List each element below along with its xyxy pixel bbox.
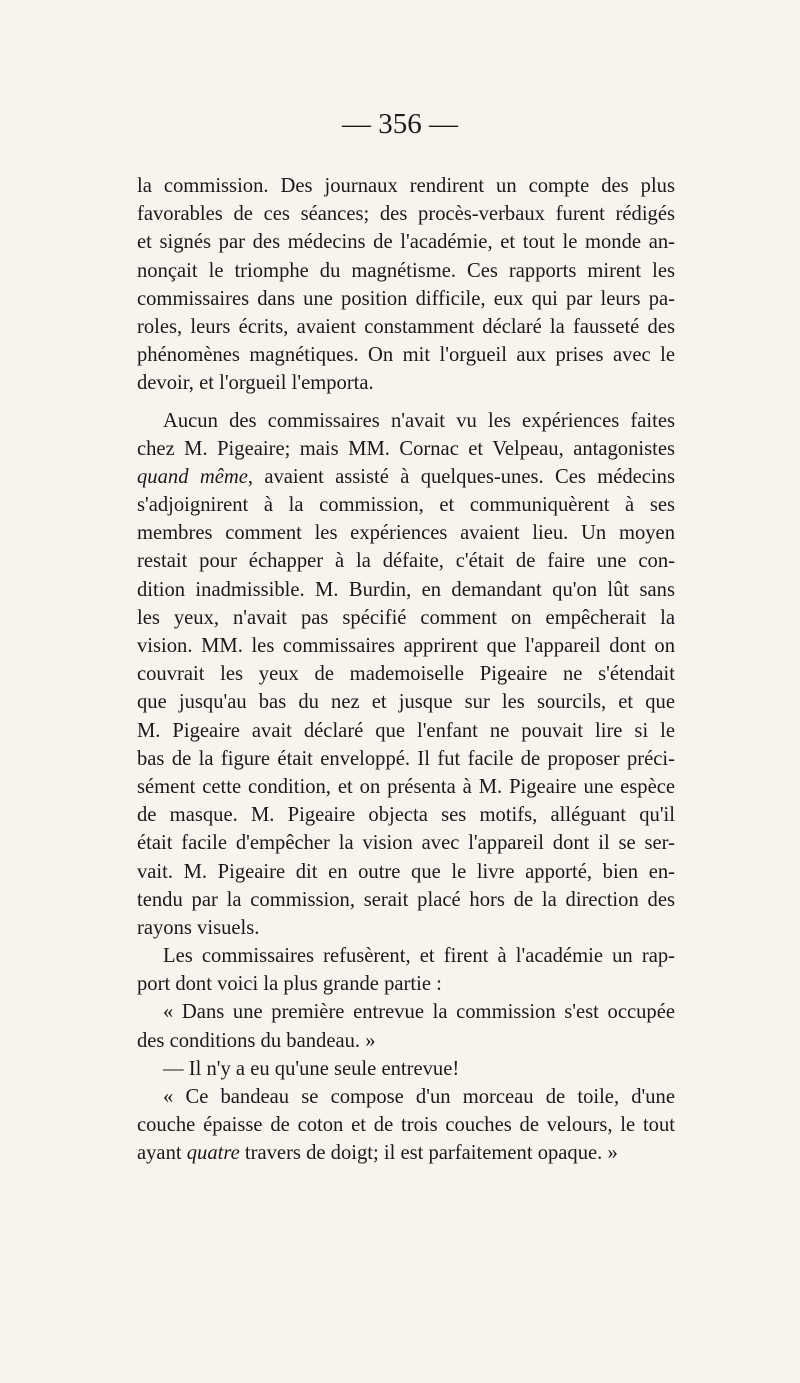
page-number: — 356 — (342, 108, 458, 140)
text-line: la commission. Des journaux rendirent un compte des plus (137, 175, 675, 197)
text-line: port dont voici la plus grande partie : (137, 973, 442, 996)
text-line: « Ce bandeau se compose d'un morceau de toile, d'une (163, 1086, 675, 1108)
text-line (137, 463, 675, 491)
text-line: restait pour échapper à la défaite, c'était de faire une con- (137, 550, 675, 573)
text-line: commissaires dans une position difficile, eux qui par leurs pa- (137, 287, 675, 310)
text-segment: , avaient assisté à quelques-unes. Ces médecins (247, 465, 675, 488)
text-line: les yeux, n'avait pas spécifié comment on empêcherait la (137, 606, 675, 629)
text-segment: travers de doigt; il est parfaitement opaque. » (239, 1142, 618, 1165)
text-line: nonçait le triomphe du magnétisme. Ces rapports mirent les (137, 259, 675, 282)
text-line: rayons visuels. (137, 916, 260, 939)
text-line: était facile d'empêcher la vision avec l'appareil dont il se ser- (137, 832, 675, 855)
text-line: de masque. M. Pigeaire objecta ses motifs, alléguant qu'il (137, 804, 675, 827)
text-line: que jusqu'au bas du nez et jusque sur les sourcils, et que (137, 691, 675, 714)
text-line: — Il n'y a eu qu'une seule entrevue! (163, 1057, 460, 1080)
text-line: bas de la figure était enveloppé. Il fut facile de proposer préci- (137, 747, 675, 770)
text-line: et signés par des médecins de l'académie, et tout le monde an- (137, 231, 675, 254)
text-line: sément cette condition, et on présenta à M. Pigeaire une espèce (137, 775, 675, 798)
body-text (137, 172, 675, 1168)
text-line: des conditions du bandeau. » (137, 1029, 376, 1052)
text-line: roles, leurs écrits, avaient constamment déclaré la fausseté des (137, 315, 675, 338)
text-line: M. Pigeaire avait déclaré que l'enfant ne pouvait lire si le (137, 719, 675, 742)
italic-segment: quand même (137, 465, 248, 488)
text-line: chez M. Pigeaire; mais MM. Cornac et Velpeau, antagonistes (137, 437, 675, 460)
text-line: tendu par la commission, serait placé hors de la direction des (137, 888, 675, 911)
text-line: vision. MM. les commissaires apprirent que l'appareil dont on (137, 635, 675, 657)
text-line: membres comment les expériences avaient lieu. Un moyen (137, 522, 675, 545)
text-line: Aucun des commissaires n'avait vu les expériences faites (163, 409, 675, 432)
text-line: couvrait les yeux de mademoiselle Pigeaire ne s'étendait (137, 663, 675, 686)
text-line (137, 1139, 675, 1167)
text-line: vait. M. Pigeaire dit en outre que le livre apporté, bien en- (137, 860, 675, 883)
text-line: s'adjoignirent à la commission, et communiquèrent à ses (137, 494, 675, 517)
text-line: phénomènes magnétiques. On mit l'orgueil aux prises avec le (137, 344, 675, 367)
text-segment: ayant (137, 1142, 187, 1165)
text-line: favorables de ces séances; des procès-verbaux furent rédigés (137, 203, 675, 226)
paragraph-gap (137, 398, 675, 407)
italic-segment: quatre (186, 1142, 240, 1165)
text-line: « Dans une première entrevue la commission s'est occupée (163, 1001, 675, 1024)
text-line: couche épaisse de coton et de trois couches de velours, le tout (137, 1114, 675, 1137)
text-line: dition inadmissible. M. Burdin, en demandant qu'on lût sans (137, 578, 675, 601)
text-line: devoir, et l'orgueil l'emporta. (137, 372, 374, 395)
text-line: Les commissaires refusèrent, et firent à l'académie un rap- (163, 945, 675, 968)
